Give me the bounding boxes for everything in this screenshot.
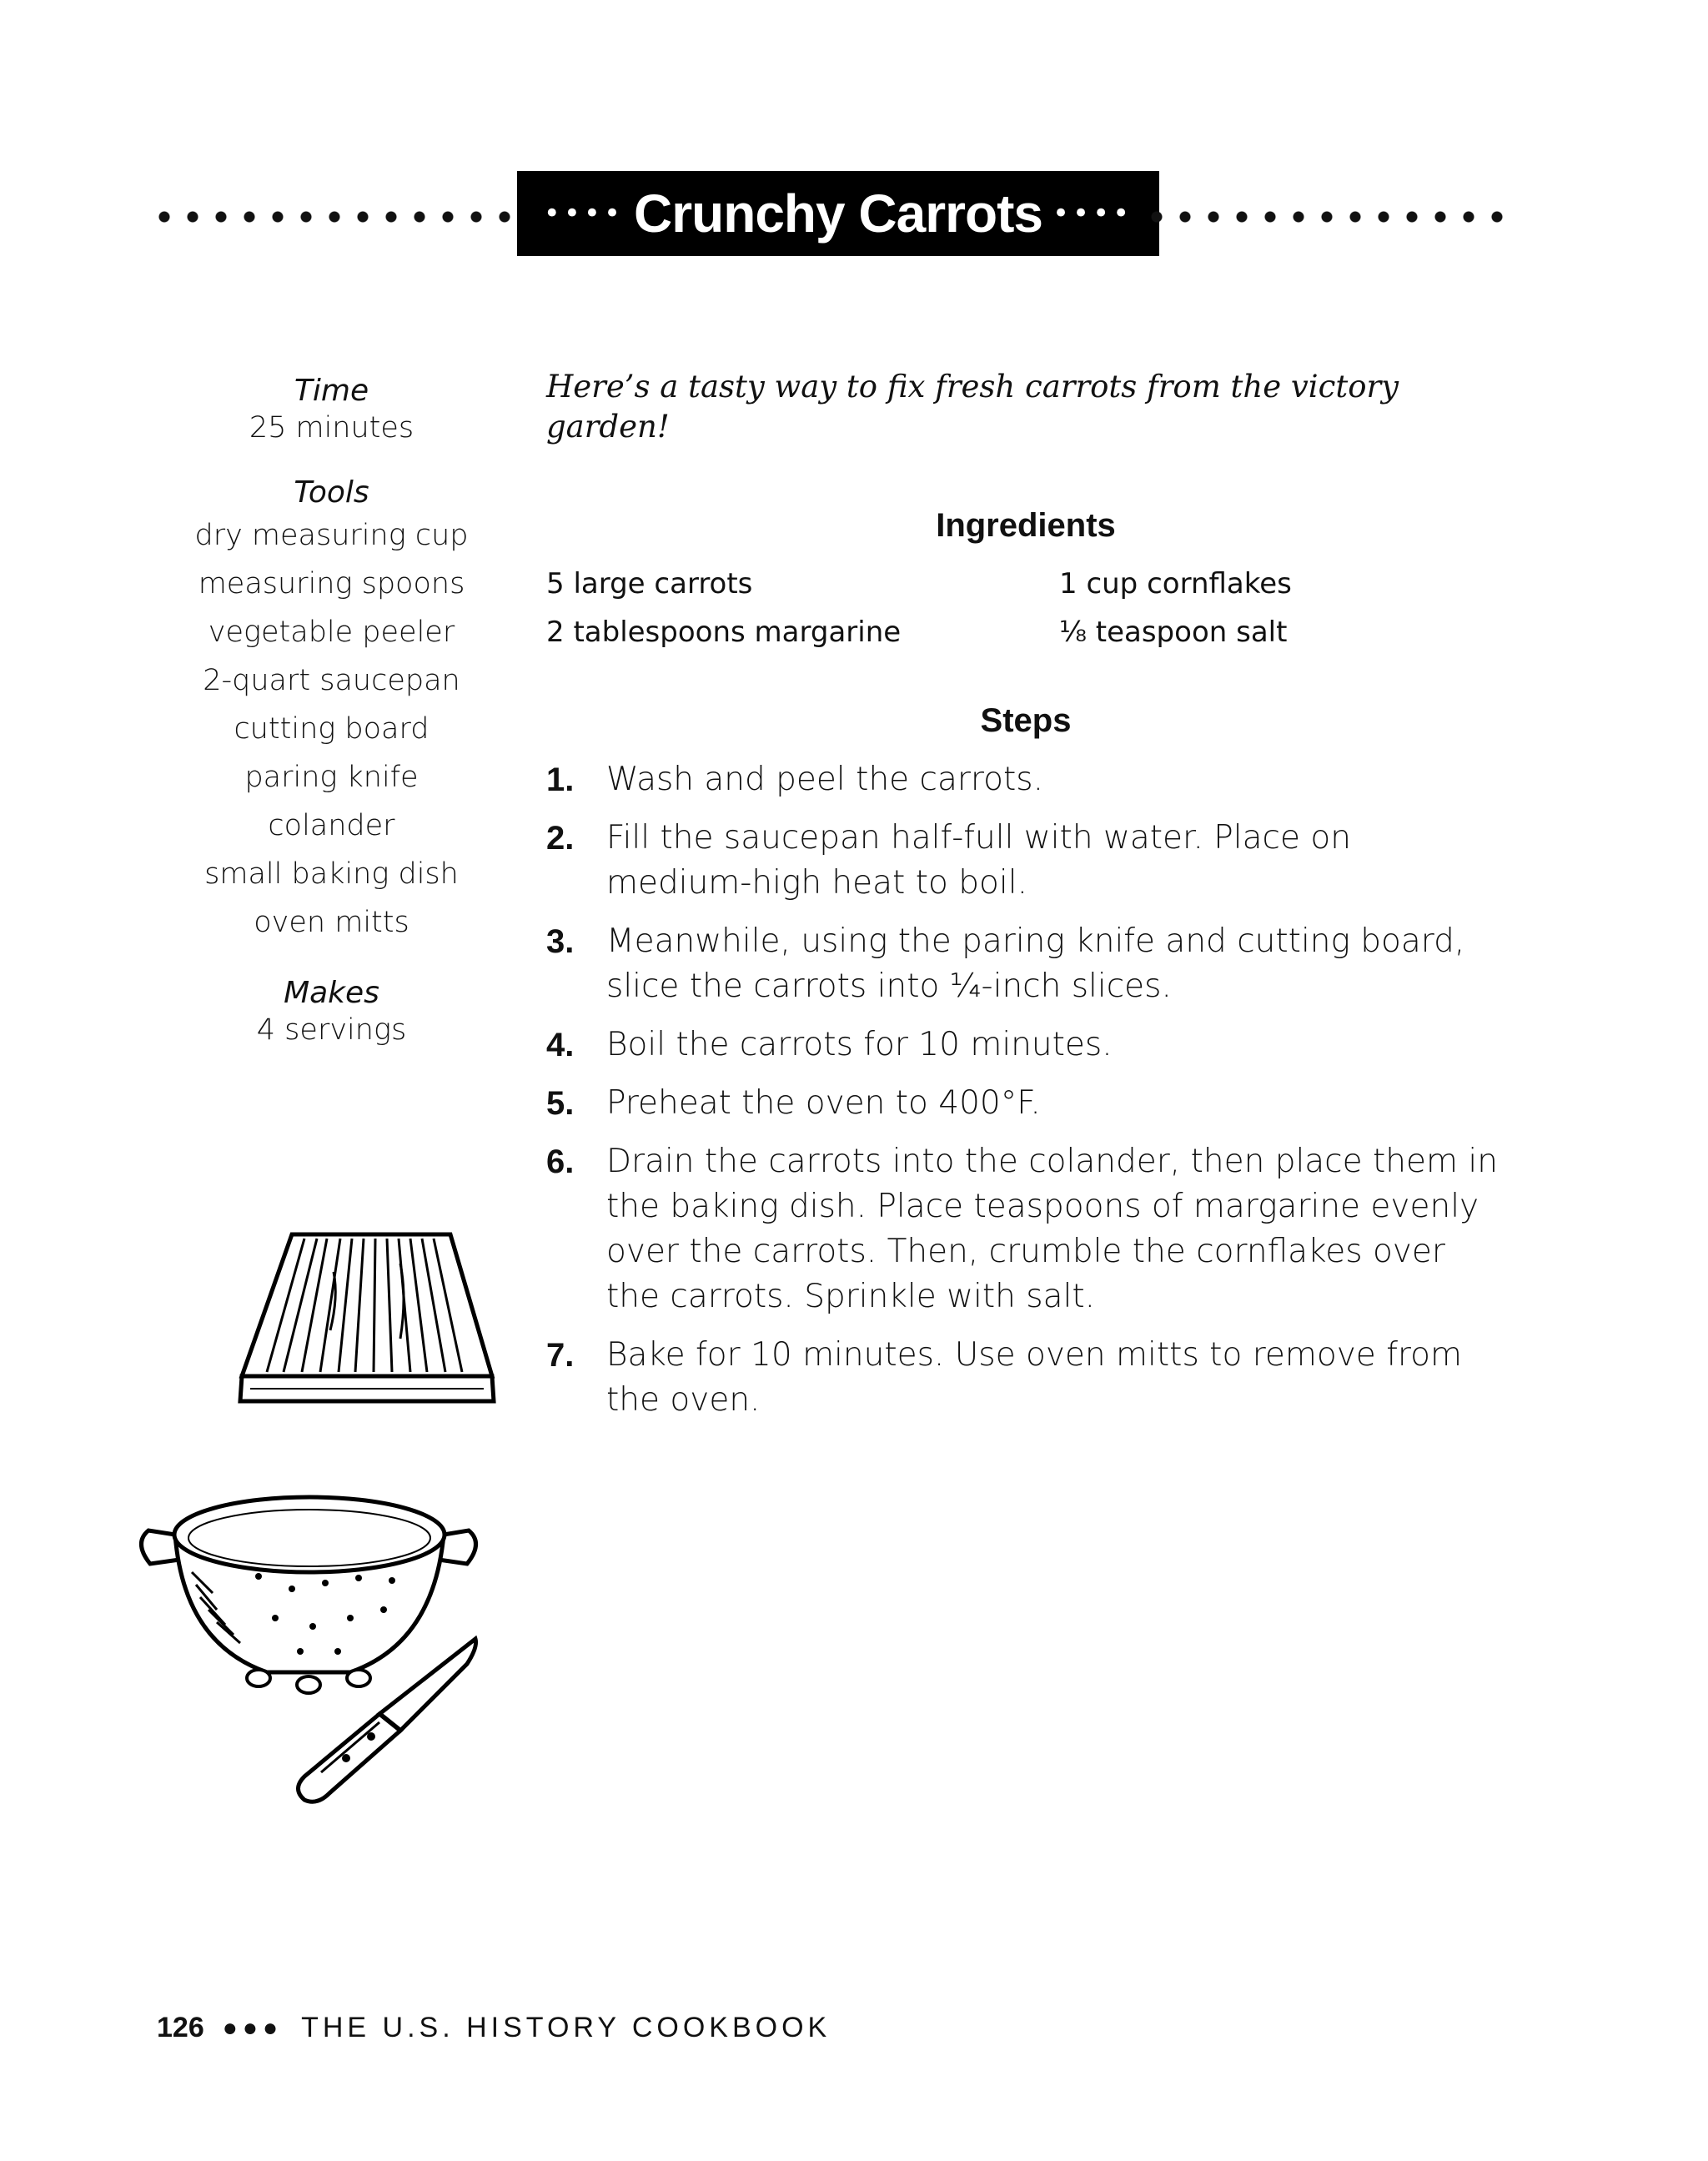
- ingredients-heading: Ingredients: [936, 507, 1116, 544]
- title-dots-right: ••••: [1052, 197, 1133, 230]
- step-number: 4.: [546, 1027, 575, 1063]
- title-box: [517, 171, 1159, 256]
- time-value: 25 minutes: [249, 411, 414, 445]
- tool-item: 2-quart saucepan: [203, 664, 460, 697]
- tool-item: dry measuring cup: [194, 519, 469, 552]
- tool-item: cutting board: [234, 712, 430, 746]
- step-item: [546, 1139, 1505, 1319]
- step-text: Preheat the oven to 400°F.: [606, 1084, 1041, 1122]
- step-item: [546, 757, 1505, 802]
- step-item: [546, 919, 1505, 1009]
- step-number: 6.: [546, 1143, 575, 1180]
- page-title: Crunchy Carrots: [634, 183, 1042, 244]
- recipe-sidebar: [167, 373, 496, 1048]
- step-item: [546, 816, 1505, 906]
- recipe-intro: Here’s a tasty way to fix fresh carrots from the victory garden!: [546, 369, 1399, 445]
- step-text: Wash and peel the carrots.: [606, 761, 1043, 798]
- step-item: [546, 1023, 1505, 1068]
- step-number: 1.: [546, 761, 575, 798]
- paring-knife-icon: [288, 1635, 488, 1810]
- cutting-board-icon: [234, 1222, 500, 1430]
- makes-value: 4 servings: [256, 1013, 407, 1047]
- ingredient-item: 2 tablespoons margarine: [546, 616, 902, 649]
- tool-item: paring knife: [244, 761, 419, 794]
- title-dots-left: ••••: [543, 197, 624, 230]
- page-number: 126: [157, 2012, 204, 2043]
- title-banner: [150, 171, 1518, 256]
- ingredient-item: ⅛ teaspoon salt: [1059, 616, 1288, 649]
- tools-label: Tools: [294, 475, 369, 510]
- step-item: [546, 1081, 1505, 1126]
- step-item: [546, 1333, 1505, 1423]
- ingredient-item: 5 large carrots: [546, 567, 753, 601]
- step-number: 3.: [546, 923, 575, 960]
- dotted-rule-left: [150, 211, 517, 223]
- step-number: 7.: [546, 1337, 575, 1374]
- tool-item: vegetable peeler: [208, 616, 455, 649]
- ingredients-list: [546, 565, 1505, 651]
- tools-list: [167, 511, 496, 947]
- dotted-rule-right: [1143, 211, 1510, 223]
- time-label: Time: [294, 374, 369, 408]
- step-text: Drain the carrots into the colander, then place them in the baking dish. Place teaspoons of margarine evenly over the carrots. Then, crumble the cornflakes over the carrots. Sprinkle with salt.: [606, 1143, 1498, 1315]
- steps-list: [546, 757, 1505, 1436]
- steps-heading: Steps: [980, 702, 1072, 739]
- step-number: 5.: [546, 1085, 575, 1122]
- step-text: Boil the carrots for 10 minutes.: [606, 1026, 1113, 1063]
- makes-label: Makes: [284, 976, 379, 1010]
- recipe-main: [546, 367, 1505, 1419]
- tool-item: colander: [268, 809, 395, 842]
- tool-item: measuring spoons: [198, 567, 465, 601]
- step-number: 2.: [546, 820, 575, 857]
- footer-dots: ●●●: [222, 2013, 284, 2042]
- tool-item: oven mitts: [254, 906, 409, 939]
- book-title: THE U.S. HISTORY COOKBOOK: [301, 2012, 831, 2043]
- ingredient-item: 1 cup cornflakes: [1059, 567, 1292, 601]
- step-text: Meanwhile, using the paring knife and cutting board, slice the carrots into ¼-inch slices.: [606, 922, 1465, 1005]
- tool-item: small baking dish: [204, 857, 459, 891]
- step-text: Bake for 10 minutes. Use oven mitts to remove from the oven.: [606, 1336, 1462, 1419]
- page-footer: [157, 2012, 831, 2044]
- step-text: Fill the saucepan half-full with water. Place on medium-high heat to boil.: [606, 819, 1351, 902]
